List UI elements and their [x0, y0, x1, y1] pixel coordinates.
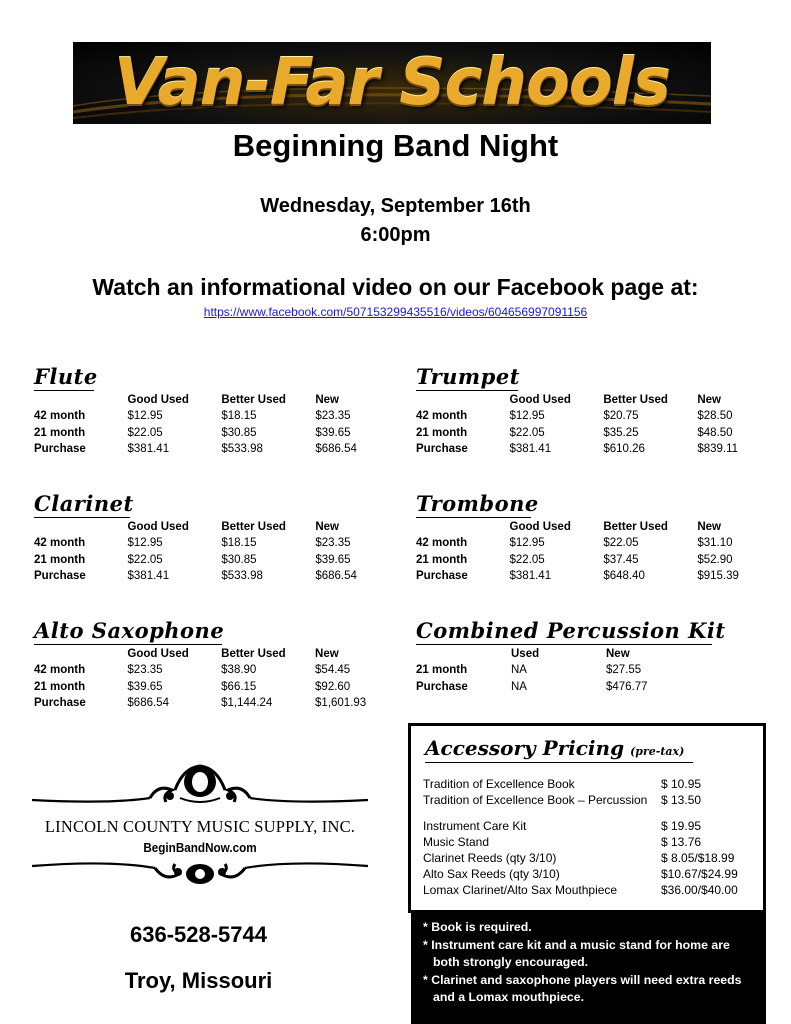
row-label: Purchase — [416, 569, 468, 582]
accessory-price: $10.67/$24.99 — [661, 867, 738, 881]
alto-saxophone-price-table — [34, 646, 394, 711]
price-cell: $23.35 — [315, 410, 351, 423]
price-cell: $30.85 — [221, 553, 257, 566]
price-cell: $533.98 — [221, 442, 263, 455]
percussion-kit-title: Combined Percussion Kit — [416, 618, 726, 643]
header-cell: Good Used — [127, 521, 189, 533]
price-cell: $22.05 — [603, 537, 639, 550]
header-cell: Better Used — [221, 648, 286, 660]
music-supply-name: LINCOLN COUNTY MUSIC SUPPLY, INC. — [44, 817, 356, 836]
header-cell: Good Used — [127, 648, 189, 660]
percussion-kit-price-table — [416, 646, 701, 695]
price-cell: $22.05 — [127, 553, 163, 566]
table-row — [416, 441, 776, 457]
row-label: 42 month — [34, 537, 86, 550]
percussion-kit-title-underline — [416, 644, 712, 645]
table-row — [416, 662, 701, 678]
contact-city: Troy, Missouri — [124, 968, 273, 993]
table-header-row — [416, 646, 701, 662]
trumpet-title: Trumpet — [416, 364, 520, 389]
table-row — [416, 679, 701, 695]
table-row — [34, 408, 394, 424]
price-cell: $686.54 — [315, 569, 357, 582]
price-cell: $18.15 — [221, 537, 257, 550]
price-cell: $28.50 — [697, 410, 733, 423]
event-title: Beginning Band Night — [232, 128, 559, 163]
header-cell: Used — [511, 648, 540, 660]
table-row — [34, 679, 394, 695]
event-date: Wednesday, September 16th — [260, 195, 531, 217]
table-row — [416, 425, 776, 441]
price-cell: $381.41 — [509, 569, 552, 582]
accessory-title-underline — [425, 762, 693, 763]
row-label: 21 month — [34, 680, 86, 693]
accessory-price: $ 10.95 — [661, 777, 702, 791]
alto-saxophone-title: Alto Saxophone — [34, 618, 225, 643]
header-cell — [34, 519, 128, 535]
clarinet-title-underline — [34, 517, 130, 518]
accessory-notes-box — [411, 913, 766, 1024]
header-cell: New — [697, 394, 721, 406]
row-label: 42 month — [416, 410, 468, 423]
price-cell: $39.65 — [315, 426, 351, 439]
price-cell: $12.95 — [127, 410, 163, 423]
note-reeds-mouthpiece: * Clarinet and saxophone players will need extra reeds and a Lomax mouthpiece. — [423, 972, 742, 1004]
price-cell: $648.40 — [603, 569, 645, 582]
price-cell: $54.45 — [315, 664, 351, 677]
note-care-kit: * Instrument care kit and a music stand for home are both strongly encouraged. — [423, 937, 730, 969]
header-cell: Good Used — [127, 394, 189, 406]
table-row — [416, 535, 776, 551]
price-cell: $31.10 — [697, 537, 733, 550]
table-row — [416, 568, 776, 584]
price-cell: $839.11 — [697, 442, 739, 455]
price-cell: $39.65 — [127, 680, 163, 693]
price-cell: NA — [511, 664, 527, 677]
table-row — [34, 441, 394, 457]
price-cell: $12.95 — [509, 537, 545, 550]
alto-saxophone-section — [34, 618, 394, 709]
accessory-price: $ 13.50 — [661, 793, 702, 807]
accessory-price: $ 19.95 — [661, 819, 702, 833]
row-label: Purchase — [34, 442, 86, 455]
row-label: Purchase — [416, 680, 468, 693]
price-cell: $52.90 — [697, 553, 733, 566]
price-cell: $66.15 — [221, 680, 257, 693]
header-cell — [416, 392, 510, 408]
note-book-required: * Book is required. — [423, 920, 532, 934]
accessory-price: $36.00/$40.00 — [661, 883, 738, 897]
header-cell — [416, 646, 511, 662]
table-row — [34, 568, 394, 584]
price-cell: $27.55 — [606, 664, 642, 677]
accessory-label: Lomax Clarinet/Alto Sax Mouthpiece — [423, 883, 618, 897]
alto-saxophone-title-underline — [34, 644, 222, 645]
price-cell: $686.54 — [127, 696, 169, 709]
price-cell: $23.35 — [127, 664, 163, 677]
accessory-title-text: Accessory Pricing — [425, 736, 625, 760]
accessory-label: Alto Sax Reeds (qty 3/10) — [423, 867, 560, 881]
video-info-heading: Watch an informational video on our Facebook page at: — [92, 274, 699, 300]
price-cell: $686.54 — [315, 442, 357, 455]
header-cell: New — [315, 648, 339, 660]
table-row — [34, 425, 394, 441]
table-header-row — [416, 519, 776, 535]
price-cell: $30.85 — [221, 426, 257, 439]
accessory-pricing-title — [425, 736, 684, 760]
price-cell: $381.41 — [127, 442, 170, 455]
header-cell: New — [315, 521, 339, 533]
table-row — [416, 408, 776, 424]
price-cell: $1,144.24 — [221, 696, 273, 709]
table-row — [416, 552, 776, 568]
accessory-label: Clarinet Reeds (qty 3/10) — [423, 851, 557, 865]
header-cell: Better Used — [603, 521, 668, 533]
music-supply-website: BeginBandNow.com — [143, 840, 257, 855]
header-cell: Good Used — [509, 521, 571, 533]
price-cell: $1,601.93 — [315, 696, 367, 709]
accessory-price: $ 8.05/$18.99 — [661, 851, 735, 865]
table-header-row — [34, 519, 394, 535]
row-label: 21 month — [416, 664, 468, 677]
header-cell: New — [697, 521, 721, 533]
price-cell: $22.05 — [127, 426, 163, 439]
facebook-video-link[interactable]: https://www.facebook.com/507153299435516/videos/604656997091156 — [203, 305, 588, 319]
trombone-title-underline — [416, 517, 531, 518]
price-cell: $915.39 — [697, 569, 739, 582]
header-cell — [34, 392, 128, 408]
percussion-kit-section — [416, 618, 776, 693]
table-row — [34, 695, 394, 711]
price-cell: $39.65 — [315, 553, 351, 566]
row-label: Purchase — [34, 569, 86, 582]
header-cell: Better Used — [221, 521, 286, 533]
clarinet-price-table — [34, 519, 394, 584]
trumpet-section — [416, 364, 776, 455]
clarinet-title: Clarinet — [34, 491, 134, 516]
price-cell: $35.25 — [603, 426, 639, 439]
row-label: Purchase — [416, 442, 468, 455]
price-cell: $20.75 — [603, 410, 639, 423]
trumpet-title-underline — [416, 390, 518, 391]
row-label: 21 month — [416, 553, 468, 566]
row-label: 21 month — [34, 426, 86, 439]
price-cell: $476.77 — [606, 680, 648, 693]
trombone-section — [416, 491, 776, 582]
price-cell: $533.98 — [221, 569, 263, 582]
row-label: 21 month — [416, 426, 468, 439]
trumpet-price-table — [416, 392, 776, 457]
price-cell: $12.95 — [127, 537, 163, 550]
row-label: 21 month — [34, 553, 86, 566]
table-row — [34, 662, 394, 678]
accessory-label: Music Stand — [423, 835, 490, 849]
header-cell — [416, 519, 510, 535]
header-cell — [34, 646, 127, 662]
price-cell: $18.15 — [221, 410, 257, 423]
price-cell: $48.50 — [697, 426, 733, 439]
banner-title: Van-Far Schools — [114, 46, 670, 120]
row-label: 42 month — [34, 664, 86, 677]
trombone-price-table — [416, 519, 776, 584]
table-row — [34, 552, 394, 568]
row-label: Purchase — [34, 696, 86, 709]
price-cell: NA — [511, 680, 527, 693]
table-header-row — [34, 392, 394, 408]
header-cell: Better Used — [221, 394, 286, 406]
pre-tax-note: (pre-tax) — [630, 745, 685, 758]
contact-phone: 636-528-5744 — [129, 922, 267, 947]
price-cell: $610.26 — [603, 442, 645, 455]
price-cell: $38.90 — [221, 664, 257, 677]
price-cell: $92.60 — [315, 680, 351, 693]
price-cell: $23.35 — [315, 537, 351, 550]
clarinet-section — [34, 491, 394, 582]
header-cell: Better Used — [603, 394, 668, 406]
price-cell: $381.41 — [509, 442, 552, 455]
price-cell: $22.05 — [509, 553, 545, 566]
flute-title-underline — [34, 390, 94, 391]
accessory-label: Tradition of Excellence Book — [423, 777, 575, 791]
row-label: 42 month — [34, 410, 86, 423]
flute-section — [34, 364, 394, 455]
table-header-row — [416, 392, 776, 408]
header-cell: New — [315, 394, 339, 406]
price-cell: $37.45 — [603, 553, 639, 566]
flute-price-table — [34, 392, 394, 457]
table-header-row — [34, 646, 394, 662]
trombone-title: Trombone — [416, 491, 539, 516]
price-cell: $22.05 — [509, 426, 545, 439]
price-cell: $381.41 — [127, 569, 170, 582]
accessory-pricing-box — [408, 723, 766, 913]
row-label: 42 month — [416, 537, 468, 550]
table-row — [34, 535, 394, 551]
accessory-label: Tradition of Excellence Book – Percussion — [423, 793, 648, 807]
music-supply-logo — [20, 760, 380, 895]
header-cell: Good Used — [509, 394, 571, 406]
accessory-price: $ 13.76 — [661, 835, 702, 849]
price-cell: $12.95 — [509, 410, 545, 423]
event-time: 6:00pm — [360, 224, 431, 246]
header-cell: New — [606, 648, 630, 660]
school-banner — [73, 42, 711, 124]
flute-title: Flute — [34, 364, 98, 389]
accessory-label: Instrument Care Kit — [423, 819, 527, 833]
